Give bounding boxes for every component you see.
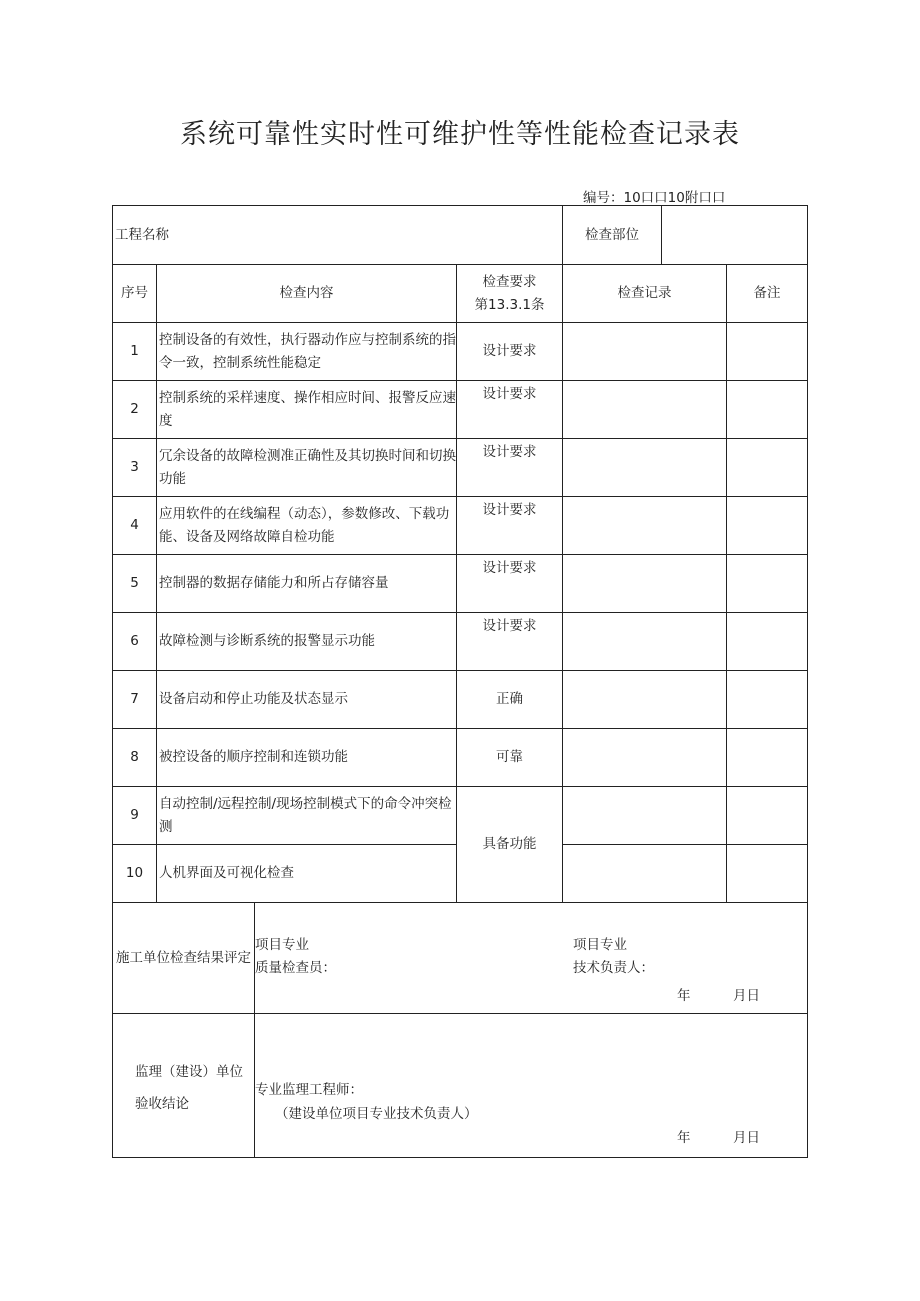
row-note-cell[interactable] — [727, 381, 808, 439]
row-note-cell[interactable] — [727, 671, 808, 729]
row-record-cell[interactable] — [563, 555, 727, 613]
row-note-cell[interactable] — [727, 497, 808, 555]
supervision-label-line2: 验收结论 — [135, 1096, 189, 1112]
row-no: 6 — [113, 613, 157, 671]
row-no: 10 — [113, 845, 157, 903]
row-note-cell[interactable] — [727, 729, 808, 787]
table-row — [113, 381, 808, 439]
row-record-cell[interactable] — [563, 381, 727, 439]
inspection-part-label: 检查部位 — [563, 206, 662, 265]
column-header-row — [113, 265, 808, 323]
row-note-cell[interactable] — [727, 787, 808, 845]
row-record-cell[interactable] — [563, 439, 727, 497]
row-no: 2 — [113, 381, 157, 439]
row-record-cell[interactable] — [563, 729, 727, 787]
page-title: 系统可靠性实时性可维护性等性能检查记录表 — [180, 119, 740, 150]
row-no: 3 — [113, 439, 157, 497]
row-no: 4 — [113, 497, 157, 555]
quality-inspector-line2: 质量检查员： — [255, 960, 336, 976]
row-record-cell[interactable] — [563, 845, 727, 903]
row-no: 7 — [113, 671, 157, 729]
col-note-header: 备注 — [727, 265, 808, 323]
construction-signature-area[interactable] — [255, 903, 808, 1014]
row-content: 控制器的数据存储能力和所占存储容量 — [157, 555, 457, 613]
row-content: 冗余设备的故障检测准正确性及其切换时间和切换功能 — [157, 439, 457, 497]
construction-year: 年 — [677, 988, 691, 1004]
row-content: 故障检测与诊断系统的报警显示功能 — [157, 613, 457, 671]
row-record-cell[interactable] — [563, 497, 727, 555]
supervision-signature-area[interactable] — [255, 1014, 808, 1158]
row-note-cell[interactable] — [727, 555, 808, 613]
row-requirement: 设计要求 — [457, 323, 563, 381]
col-requirement-line1: 检查要求 — [482, 273, 537, 290]
row-requirement: 具备功能 — [457, 787, 563, 903]
row-no: 5 — [113, 555, 157, 613]
row-requirement: 设计要求 — [457, 555, 563, 613]
tech-lead-line2: 技术负责人： — [573, 960, 654, 976]
row-no: 8 — [113, 729, 157, 787]
row-record-cell[interactable] — [563, 787, 727, 845]
supervision-label-cell — [113, 1014, 255, 1158]
table-row — [113, 555, 808, 613]
inspection-record-table — [112, 205, 808, 1158]
tech-lead-line1: 项目专业 — [573, 937, 627, 953]
row-requirement: 可靠 — [457, 729, 563, 787]
row-content: 控制设备的有效性，执行器动作应与控制系统的指令一致，控制系统性能稳定 — [157, 323, 457, 381]
construction-label: 施工单位检查结果评定 — [113, 903, 255, 1014]
row-content: 控制系统的采样速度、操作相应时间、报警反应速度 — [157, 381, 457, 439]
table-row — [113, 729, 808, 787]
document-code: 编号：10口口10附口口 — [583, 190, 726, 206]
row-content: 被控设备的顺序控制和连锁功能 — [157, 729, 457, 787]
col-record-header: 检查记录 — [563, 265, 727, 323]
row-requirement: 设计要求 — [457, 439, 563, 497]
row-content: 应用软件的在线编程（动态），参数修改、下载功能、设备及网络故障自检功能 — [157, 497, 457, 555]
row-record-cell[interactable] — [563, 671, 727, 729]
supervision-label-line1: 监理（建设）单位 — [135, 1064, 243, 1080]
owner-tech-lead-label: （建设单位项目专业技术负责人） — [275, 1106, 478, 1122]
row-note-cell[interactable] — [727, 323, 808, 381]
table-row — [113, 671, 808, 729]
row-note-cell[interactable] — [727, 439, 808, 497]
row-record-cell[interactable] — [563, 323, 727, 381]
project-name-label: 工程名称 — [113, 206, 563, 265]
row-content: 自动控制/远程控制/现场控制模式下的命令冲突检测 — [157, 787, 457, 845]
table-row — [113, 787, 808, 845]
row-requirement: 设计要求 — [457, 613, 563, 671]
row-content: 人机界面及可视化检查 — [157, 845, 457, 903]
construction-evaluation-row — [113, 903, 808, 1014]
row-content: 设备启动和停止功能及状态显示 — [157, 671, 457, 729]
row-requirement: 设计要求 — [457, 381, 563, 439]
project-info-row — [113, 206, 808, 265]
supervision-year: 年 — [677, 1130, 691, 1146]
table-row — [113, 439, 808, 497]
supervising-engineer-label: 专业监理工程师： — [255, 1082, 363, 1098]
row-record-cell[interactable] — [563, 613, 727, 671]
row-note-cell[interactable] — [727, 845, 808, 903]
construction-month-day: 月日 — [733, 988, 760, 1004]
table-row — [113, 323, 808, 381]
row-no: 1 — [113, 323, 157, 381]
supervision-acceptance-row — [113, 1014, 808, 1158]
col-no-header: 序号 — [113, 265, 157, 323]
col-content-header: 检查内容 — [157, 265, 457, 323]
col-requirement-header — [457, 265, 563, 323]
supervision-month-day: 月日 — [733, 1130, 760, 1146]
col-requirement-line2: 第13.3.1条 — [474, 296, 545, 313]
row-no: 9 — [113, 787, 157, 845]
inspection-part-value[interactable] — [662, 206, 808, 265]
row-requirement: 正确 — [457, 671, 563, 729]
table-row — [113, 613, 808, 671]
row-requirement: 设计要求 — [457, 497, 563, 555]
table-row — [113, 497, 808, 555]
row-note-cell[interactable] — [727, 613, 808, 671]
quality-inspector-line1: 项目专业 — [255, 937, 309, 953]
